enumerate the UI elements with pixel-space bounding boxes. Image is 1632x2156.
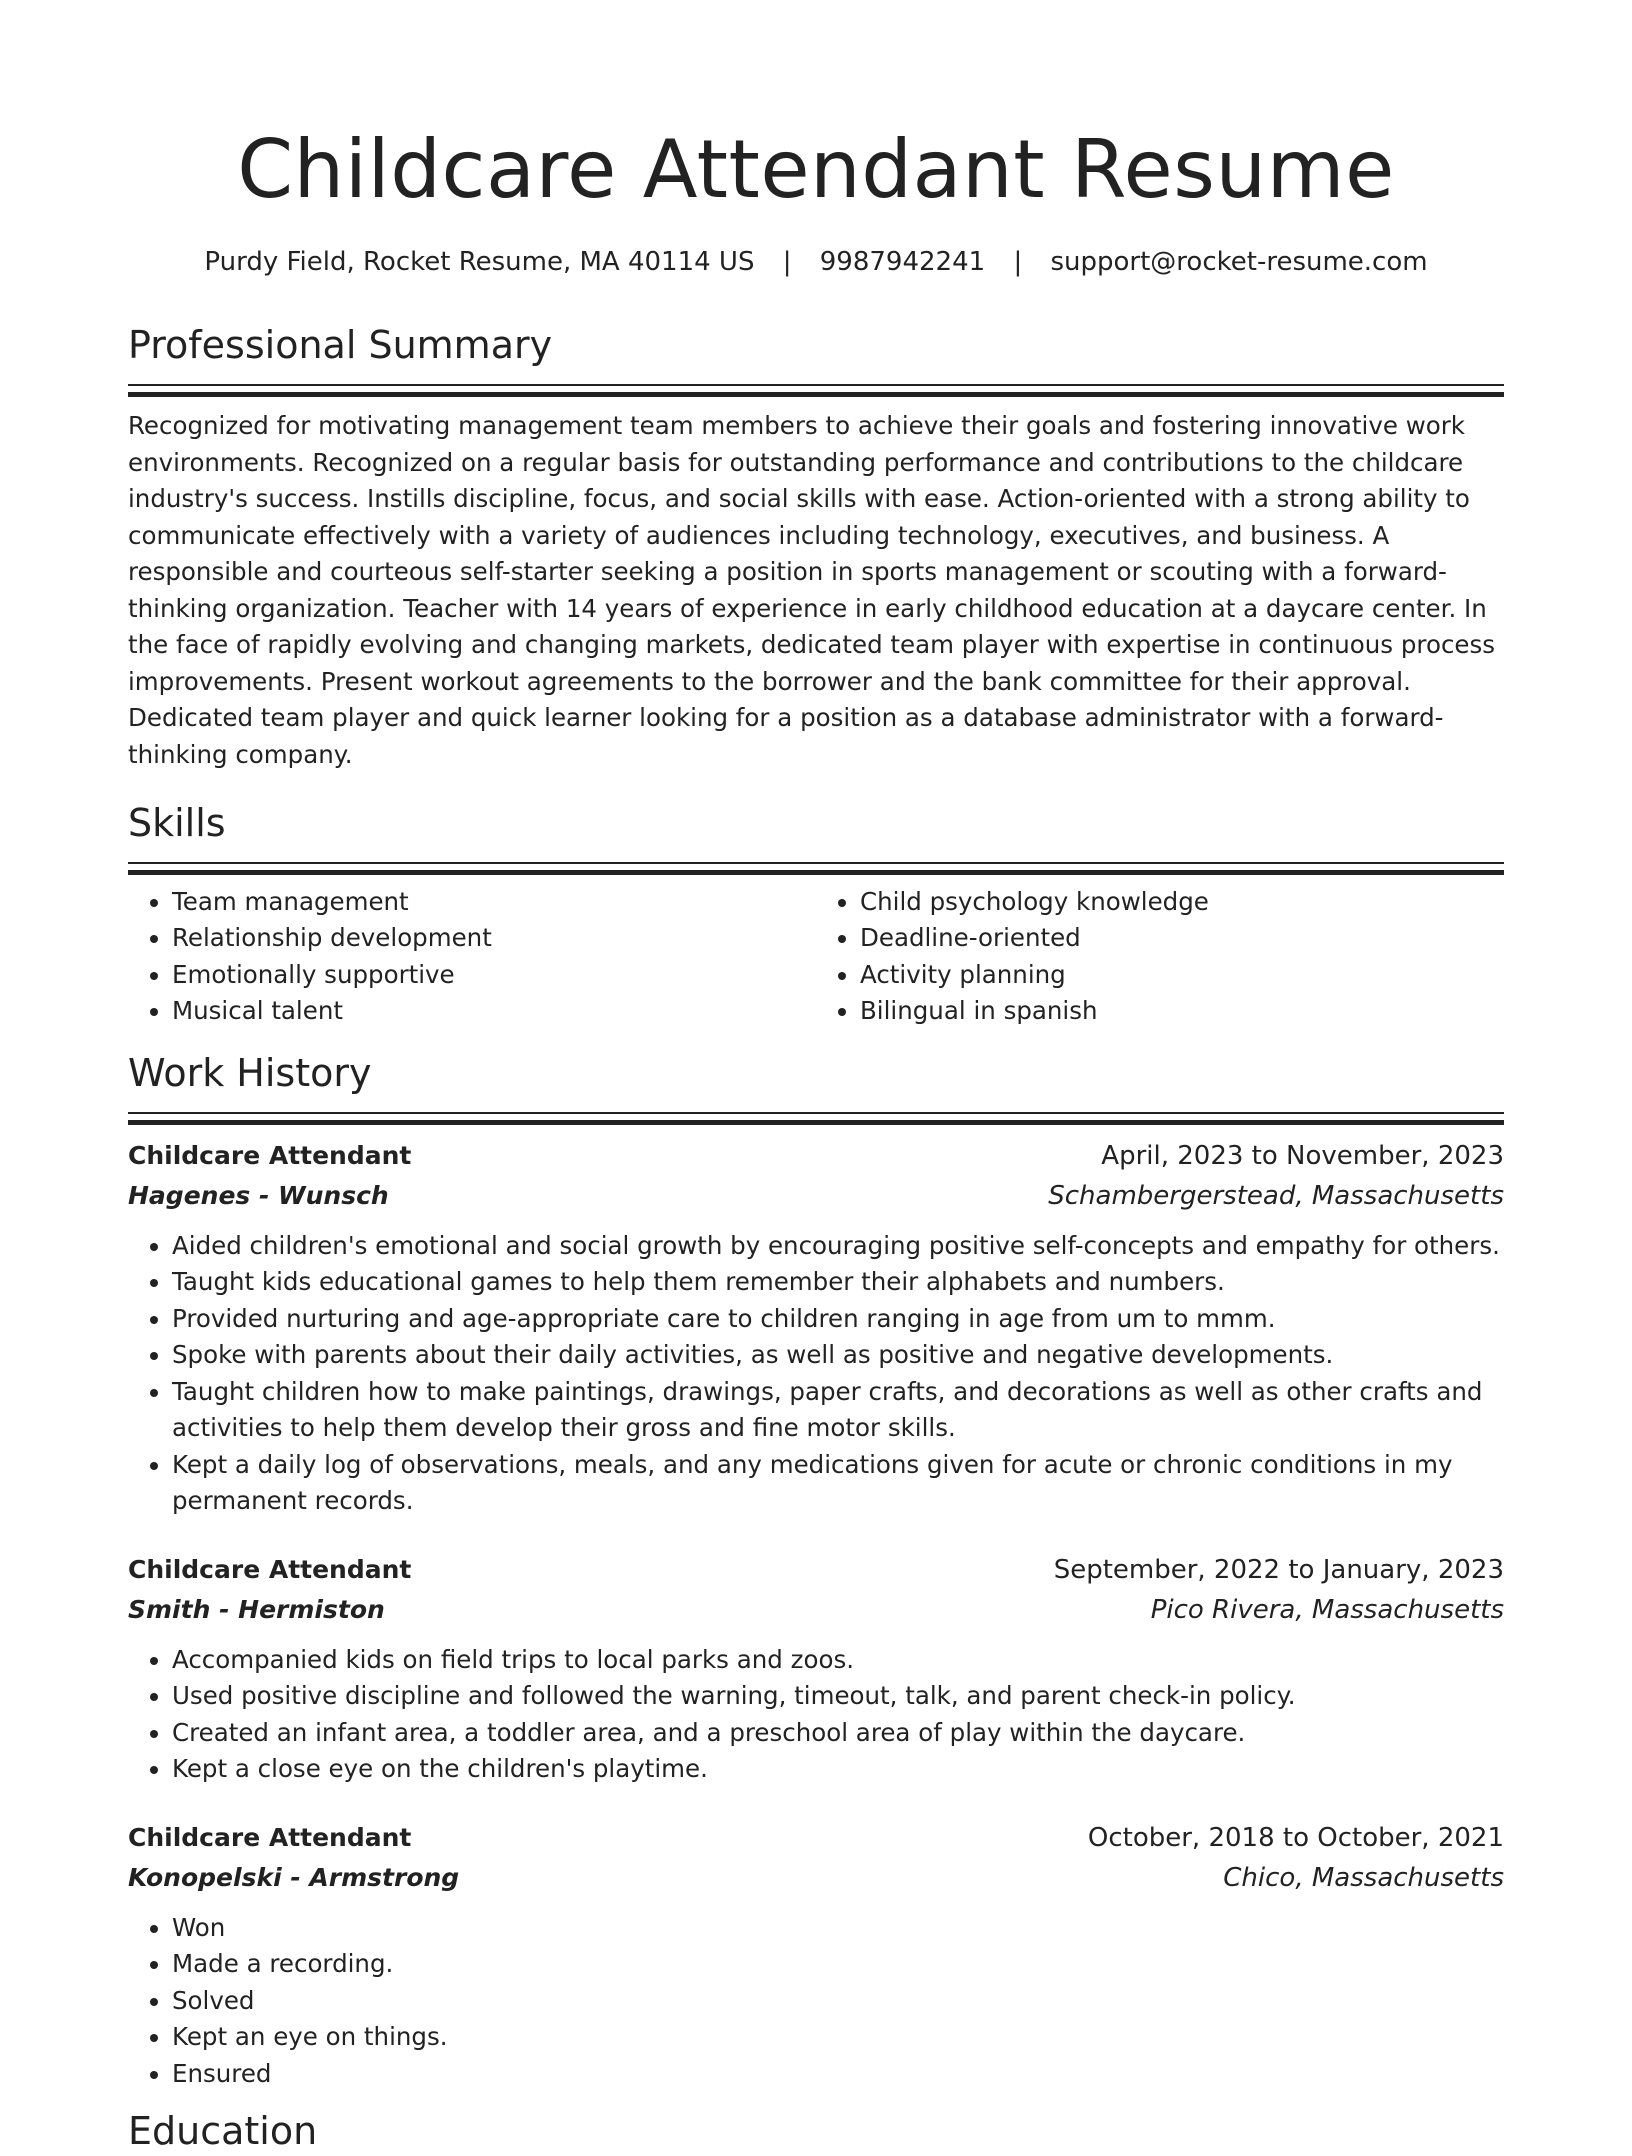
- job-dates: April, 2023 to November, 2023: [1101, 1140, 1504, 1171]
- job-bullet: • Taught kids educational games to help them remember their alphabets and numbers.: [172, 1264, 1504, 1301]
- job-location: Chico, Massachusetts: [1223, 1862, 1504, 1893]
- contact-email: support@rocket-resume.com: [1050, 247, 1428, 277]
- skill-item: • Team management: [172, 884, 816, 921]
- education-heading: Education: [128, 2109, 318, 2153]
- contact-address: Purdy Field, Rocket Resume, MA 40114 US: [204, 247, 755, 277]
- work-history-heading: Work History: [128, 1050, 372, 1095]
- education-section: [128, 2106, 1504, 2156]
- job-header-row: [128, 1136, 1504, 1176]
- skill-item: • Child psychology knowledge: [860, 884, 1504, 921]
- contact-separator: |: [1013, 247, 1023, 277]
- job-bullets: [128, 1642, 1504, 1788]
- skill-item: • Deadline-oriented: [860, 920, 1504, 957]
- job-bullet: • Ensured: [172, 2056, 1504, 2093]
- job-bullet: • Kept a close eye on the children's playtime.: [172, 1751, 1504, 1788]
- job-bullets: [128, 1228, 1504, 1520]
- work-history-section: [128, 1048, 1504, 2093]
- job-bullet: • Used positive discipline and followed the warning, timeout, talk, and parent check-in policy.: [172, 1678, 1504, 1715]
- job-dates: October, 2018 to October, 2021: [1087, 1822, 1504, 1853]
- skills-columns: [128, 884, 1504, 1030]
- job-bullet: • Aided children's emotional and social growth by encouraging positive self-concepts and empathy for others.: [172, 1228, 1504, 1265]
- job-entry: [128, 1818, 1504, 2093]
- job-dates: September, 2022 to January, 2023: [1053, 1554, 1504, 1585]
- section-divider: [128, 384, 1504, 400]
- job-location: Schambergerstead, Massachusetts: [1048, 1180, 1504, 1211]
- job-company-row: [128, 1590, 1504, 1630]
- section-divider: [128, 1112, 1504, 1128]
- contact-separator: |: [782, 247, 792, 277]
- job-company: Konopelski - Armstrong: [128, 1862, 460, 1892]
- skill-item: • Activity planning: [860, 957, 1504, 994]
- job-bullet: • Kept a daily log of observations, meals, and any medications given for acute or chronic conditions in my permanent records.: [172, 1447, 1504, 1520]
- job-entry: [128, 1550, 1504, 1788]
- job-location: Pico Rivera, Massachusetts: [1150, 1594, 1504, 1625]
- job-title: Childcare Attendant: [128, 1822, 412, 1852]
- job-header-row: [128, 1818, 1504, 1858]
- job-company: Smith - Hermiston: [128, 1594, 385, 1624]
- summary-section: [128, 320, 1504, 773]
- skills-list-left: [128, 884, 816, 1030]
- job-entry: [128, 1136, 1504, 1520]
- skills-list-right: [816, 884, 1504, 1030]
- job-bullet: • Accompanied kids on field trips to local parks and zoos.: [172, 1642, 1504, 1679]
- skill-item: • Musical talent: [172, 993, 816, 1030]
- summary-heading: Professional Summary: [128, 323, 553, 367]
- job-header-row: [128, 1550, 1504, 1590]
- job-bullet: • Kept an eye on things.: [172, 2019, 1504, 2056]
- contact-line: [128, 244, 1504, 280]
- skill-item: • Bilingual in spanish: [860, 993, 1504, 1030]
- job-company: Hagenes - Wunsch: [128, 1180, 389, 1210]
- job-title: Childcare Attendant: [128, 1140, 412, 1170]
- job-bullet: • Created an infant area, a toddler area, and a preschool area of play within the daycare.: [172, 1715, 1504, 1752]
- job-bullet: • Provided nurturing and age-appropriate care to children ranging in age from um to mmm.: [172, 1301, 1504, 1338]
- job-bullet: • Made a recording.: [172, 1946, 1504, 1983]
- job-bullet: • Taught children how to make paintings, drawings, paper crafts, and decorations as well as other crafts and activities to help them develop their gross and fine motor skills.: [172, 1374, 1504, 1447]
- job-bullets: [128, 1910, 1504, 2093]
- job-title: Childcare Attendant: [128, 1554, 412, 1584]
- job-company-row: [128, 1176, 1504, 1216]
- summary-text: Recognized for motivating management team members to achieve their goals and fostering innovative work environments. Recognized on a regular basis for outstanding performance and contributions to the childcare industry's success. Instills discipline, focus, and social skills with ease. Action-oriented with a strong ability to communicate effectively with a variety of audiences including technology, executives, and business. A responsible and courteous self-starter seeking a position in sports management or scouting with a forward-thinking organization. Teacher with 14 years of experience in early childhood education at a daycare center. In the face of rapidly evolving and changing markets, dedicated team player with expertise in continuous process improvements. Present workout agreements to the borrower and the bank committee for their approval. Dedicated team player and quick learner looking for a position as a database administrator with a forward-thinking company.: [128, 411, 1496, 769]
- contact-phone: 9987942241: [819, 247, 986, 277]
- skill-item: • Relationship development: [172, 920, 816, 957]
- skill-item: • Emotionally supportive: [172, 957, 816, 994]
- resume-title: Childcare Attendant Resume: [237, 123, 1395, 216]
- job-bullet: • Spoke with parents about their daily activities, as well as positive and negative developments.: [172, 1337, 1504, 1374]
- skills-section: [128, 798, 1504, 1030]
- skills-heading: Skills: [128, 800, 226, 845]
- job-company-row: [128, 1858, 1504, 1898]
- section-divider: [128, 862, 1504, 878]
- job-bullet: • Won: [172, 1910, 1504, 1947]
- job-bullet: • Solved: [172, 1983, 1504, 2020]
